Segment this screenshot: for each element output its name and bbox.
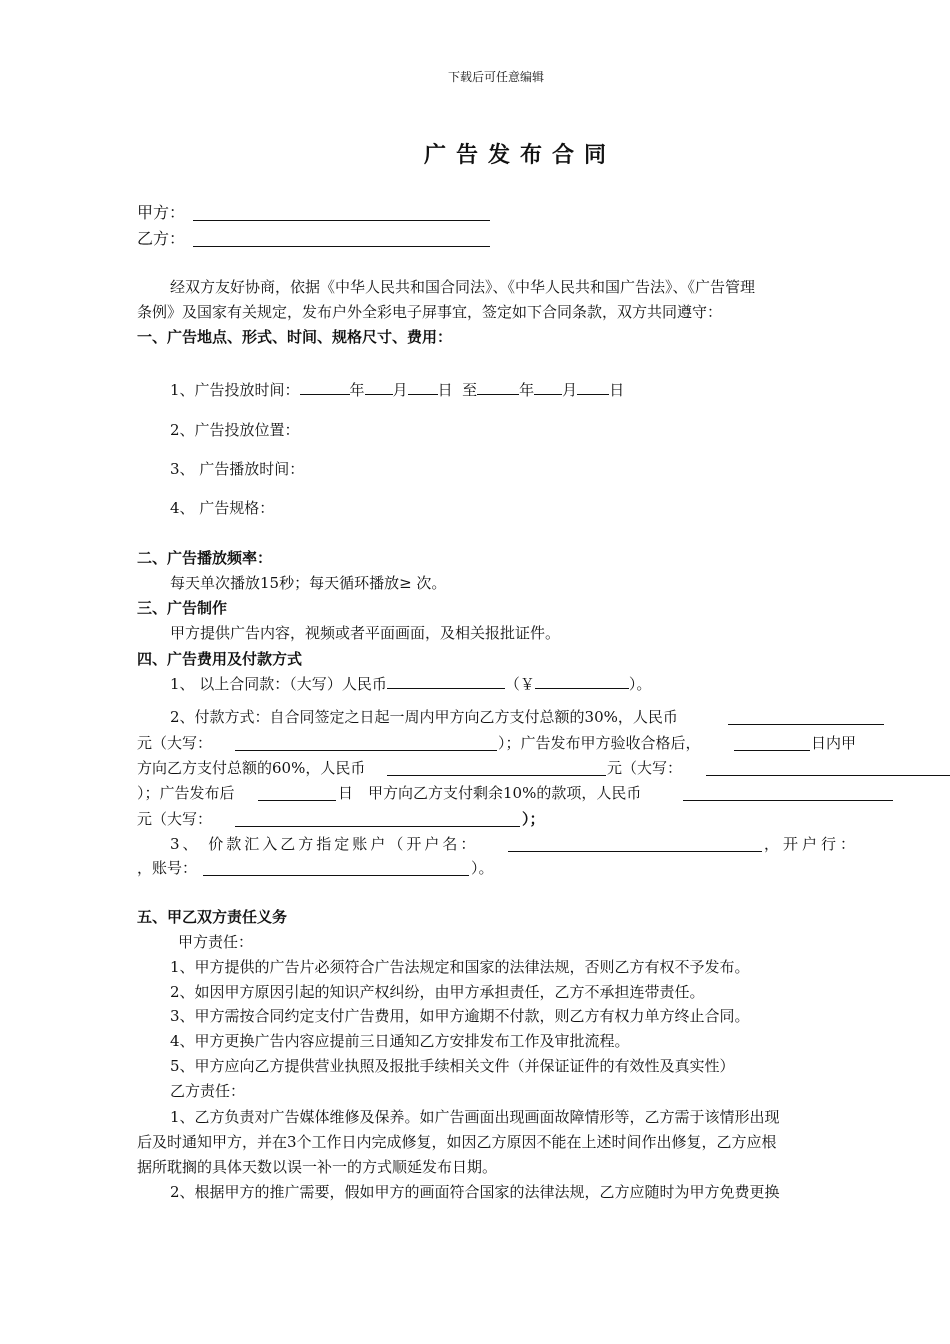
account-name-blank bbox=[508, 851, 762, 852]
section-4-item-1 bbox=[170, 674, 651, 694]
account-line-1-b: ，开户行： bbox=[764, 835, 860, 853]
party-a-duty: 5、甲方应向乙方提供营业执照及报批手续相关文件（并保证证件的有效性及真实性） bbox=[170, 1057, 735, 1075]
party-b-duties-title: 乙方责任： bbox=[170, 1082, 246, 1100]
party-b-duty-1-line: 1、乙方负责对广告媒体维修及保养。如广告画面出现画面故障情形等，乙方需于该情形出现 bbox=[170, 1108, 780, 1126]
payment-words-1-blank bbox=[235, 750, 497, 751]
day-label: 日 bbox=[609, 381, 625, 399]
account-line-2-b: ）。 bbox=[471, 859, 494, 877]
payment-line-5-a: 元（大写： bbox=[137, 810, 213, 828]
party-a-label: 甲方： bbox=[137, 203, 186, 222]
end-day-blank bbox=[577, 380, 609, 395]
amount-symbol: （￥ bbox=[504, 675, 535, 693]
section-1-item-1 bbox=[170, 380, 624, 400]
page-title: 广告发布合同 bbox=[424, 142, 617, 168]
intro-line-2: 条例》及国家有关规定，发布户外全彩电子屏事宜，签定如下合同条款，双方共同遵守： bbox=[137, 303, 723, 321]
payment-amount-2-blank bbox=[387, 775, 606, 776]
party-a-duty: 4、甲方更换广告内容应提前三日通知乙方安排发布工作及审批流程。 bbox=[170, 1032, 630, 1050]
party-b-blank bbox=[193, 246, 490, 247]
year-label: 年 bbox=[519, 381, 535, 399]
item-1-prefix: 1、 以上合同款：（大写）人民币 bbox=[170, 675, 387, 693]
section-2-body: 每天单次播放15秒；每天循环播放≥ 次。 bbox=[170, 574, 447, 592]
party-b-duty-1-line: 据所耽搁的具体天数以误一补一的方式顺延发布日期。 bbox=[137, 1158, 498, 1176]
amount-number-blank bbox=[535, 674, 629, 689]
account-number-blank bbox=[203, 875, 469, 876]
month-label: 月 bbox=[562, 381, 578, 399]
party-b-duty-2: 2、根据甲方的推广需要，假如甲方的画面符合国家的法律法规，乙方应随时为甲方免费更换 bbox=[170, 1183, 780, 1201]
account-line-2-a: ，账号： bbox=[137, 859, 198, 877]
party-a-duty: 2、如因甲方原因引起的知识产权纠纷，由甲方承担责任，乙方不承担连带责任。 bbox=[170, 983, 705, 1001]
intro-line-1: 经双方友好协商，依据《中华人民共和国合同法》、《中华人民共和国广告法》、《广告管理 bbox=[170, 278, 756, 296]
section-3-body: 甲方提供广告内容，视频或者平面画面，及相关报批证件。 bbox=[170, 624, 561, 642]
party-b-label: 乙方： bbox=[137, 229, 186, 248]
item-1-end: ）。 bbox=[628, 675, 652, 693]
section-3-heading: 三、广告制作 bbox=[137, 599, 228, 617]
account-line-1-a: 3、 价款汇入乙方指定账户（开户名： bbox=[170, 835, 479, 853]
payment-line-3-a: 方向乙方支付总额的60%，人民币 bbox=[137, 759, 366, 777]
payment-line-2-c: 日内甲 bbox=[811, 734, 857, 752]
payment-line-5-b: ）； bbox=[522, 810, 545, 828]
party-a-duty: 1、甲方提供的广告片必须符合广告法规定和国家的法律法规，否则乙方有权不予发布。 bbox=[170, 958, 750, 976]
start-day-blank bbox=[408, 380, 438, 395]
payment-amount-3-blank bbox=[683, 800, 893, 801]
header-note: 下载后可任意编辑 bbox=[448, 70, 545, 84]
section-5-heading: 五、甲乙双方责任义务 bbox=[137, 908, 288, 926]
section-1-item-3: 3、 广告播放时间： bbox=[170, 460, 305, 478]
to-label: 至 bbox=[462, 381, 478, 399]
payment-words-3-blank bbox=[235, 826, 520, 827]
start-year-blank bbox=[300, 380, 350, 395]
section-1-heading: 一、广告地点、形式、时间、规格尺寸、费用： bbox=[137, 328, 453, 346]
payment-line-3-b: 元（大写： bbox=[607, 759, 683, 777]
amount-words-blank bbox=[387, 674, 505, 689]
payment-amount-1-blank bbox=[728, 724, 884, 725]
party-a-blank bbox=[193, 220, 490, 221]
payment-days-blank bbox=[734, 750, 810, 751]
party-a-duties-title: 甲方责任： bbox=[178, 933, 254, 951]
party-a-duty: 3、甲方需按合同约定支付广告费用，如甲方逾期不付款，则乙方有权力单方终止合同。 bbox=[170, 1007, 750, 1025]
item-1-prefix: 1、广告投放时间： bbox=[170, 381, 300, 399]
section-1-item-2: 2、广告投放位置： bbox=[170, 421, 300, 439]
payment-days-2-blank bbox=[258, 800, 336, 801]
party-b-duty-1-line: 后及时通知甲方，并在3个工作日内完成修复，如因乙方原因不能在上述时间作出修复，乙方应根 bbox=[137, 1133, 777, 1151]
payment-line-2-b: ）；广告发布甲方验收合格后， bbox=[498, 734, 701, 752]
payment-line-2-a: 元（大写： bbox=[137, 734, 213, 752]
payment-line-4-a: ）；广告发布后 bbox=[137, 784, 235, 802]
start-month-blank bbox=[365, 380, 393, 395]
section-4-heading: 四、广告费用及付款方式 bbox=[137, 650, 303, 668]
end-year-blank bbox=[477, 380, 519, 395]
year-label: 年 bbox=[349, 381, 365, 399]
payment-line-4-b: 日 甲方向乙方支付剩余10%的款项，人民币 bbox=[338, 784, 642, 802]
end-month-blank bbox=[534, 380, 562, 395]
payment-line-1: 2、付款方式：自合同签定之日起一周内甲方向乙方支付总额的30%，人民币 bbox=[170, 708, 678, 726]
month-label: 月 bbox=[392, 381, 408, 399]
payment-words-2-blank bbox=[706, 775, 950, 776]
section-1-item-4: 4、 广告规格： bbox=[170, 499, 275, 517]
day-label: 日 bbox=[437, 381, 453, 399]
section-2-heading: 二、广告播放频率： bbox=[137, 549, 273, 567]
